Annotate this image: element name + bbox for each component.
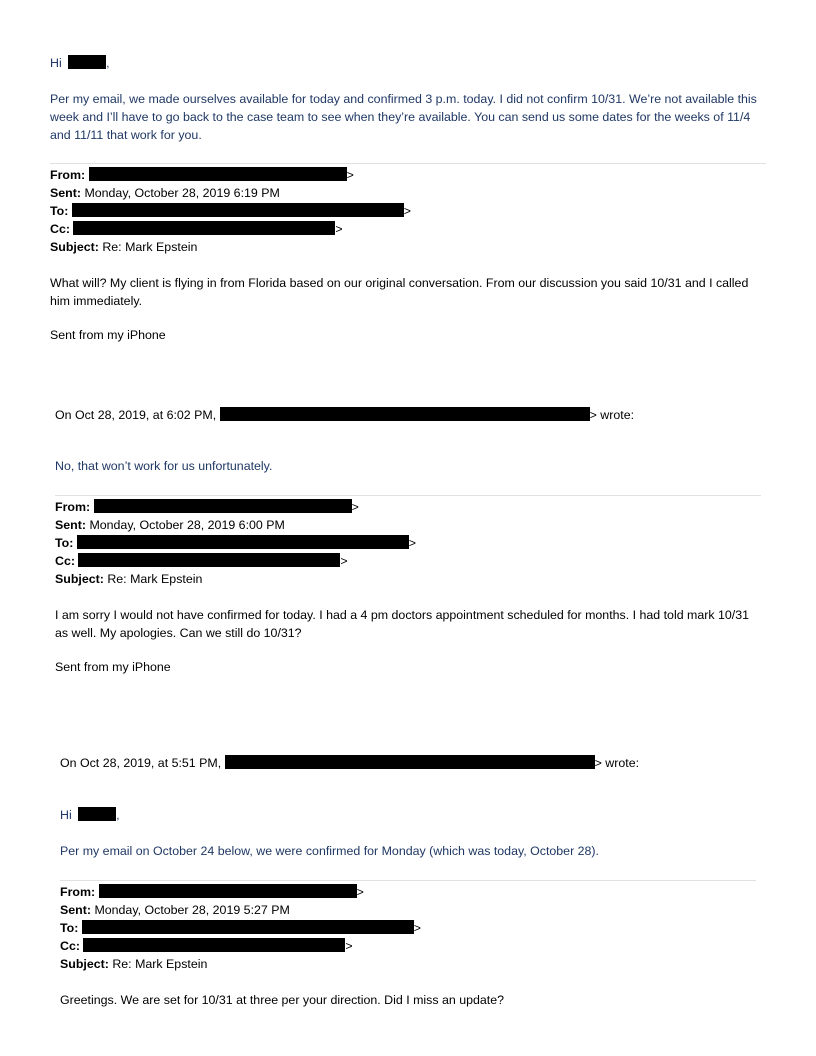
header-1-from: From: >: [50, 168, 354, 182]
redaction-sender-2: [225, 755, 595, 769]
redaction-to-2: [77, 535, 409, 549]
header-3-subject: Subject: Re: Mark Epstein: [60, 957, 208, 971]
message-2-body: I am sorry I would not have confirmed for today. I had a 4 pm doctors appointment scheduled for months. I had told mark 10/31 as well. My apologies. Can we still do 10/31?: [55, 608, 750, 640]
greeting-1-text: Hi: [50, 56, 62, 70]
header-1-subject: Subject: Re: Mark Epstein: [50, 240, 198, 254]
divider-1: [50, 163, 766, 164]
header-3-cc: Cc: >: [60, 939, 353, 953]
redaction-cc-1: [73, 221, 335, 235]
divider-2: [55, 495, 761, 496]
redaction-to-1: [72, 203, 404, 217]
greeting-2: Hi ,: [60, 808, 120, 822]
redaction-name-2: [78, 807, 116, 821]
message-3-body: Greetings. We are set for 10/31 at three per your direction. Did I miss an update?: [60, 993, 504, 1007]
quote-2-reply: Per my email on October 24 below, we were confirmed for Monday (which was today, October 28).: [60, 844, 599, 858]
redaction-cc-3: [83, 938, 345, 952]
header-2-from: From: >: [55, 500, 359, 514]
redaction-to-3: [82, 920, 414, 934]
quote-2-intro: On Oct 28, 2019, at 5:51 PM, > wrote:: [60, 756, 640, 770]
header-2-subject: Subject: Re: Mark Epstein: [55, 572, 203, 586]
header-1-cc: Cc: >: [50, 222, 343, 236]
header-3-to: To: >: [60, 921, 422, 935]
message-1-signature: Sent from my iPhone: [50, 328, 166, 342]
header-2-cc: Cc: >: [55, 554, 348, 568]
header-1-sent: Sent: Monday, October 28, 2019 6:19 PM: [50, 186, 280, 200]
redaction-name-1: [68, 55, 106, 69]
redaction-sender-1: [220, 407, 590, 421]
header-3-from: From: >: [60, 885, 364, 899]
header-3-sent: Sent: Monday, October 28, 2019 5:27 PM: [60, 903, 290, 917]
message-2-signature: Sent from my iPhone: [55, 660, 171, 674]
redaction-from-1: [89, 167, 347, 181]
redaction-cc-2: [78, 553, 340, 567]
quote-1-intro: On Oct 28, 2019, at 6:02 PM, > wrote:: [55, 408, 635, 422]
redaction-from-2: [94, 499, 352, 513]
greeting-1: [50, 54, 110, 72]
header-2-sent: Sent: Monday, October 28, 2019 6:00 PM: [55, 518, 285, 532]
message-1-body: What will? My client is flying in from Florida based on our original conversation. From our discussion you said 10/31 and I called him immediately.: [50, 276, 749, 308]
header-2-to: To: >: [55, 536, 417, 550]
divider-3: [60, 880, 756, 881]
reply-1-body: Per my email, we made ourselves available for today and confirmed 3 p.m. today. I did not confirm 10/31. We’re not available this week and I’ll have to go back to the case team to see when they’re available. You can send us some dates for the weeks of 11/4 and 11/11 that work for you.: [50, 92, 757, 142]
redaction-from-3: [99, 884, 357, 898]
quote-1-reply: No, that won’t work for us unfortunately.: [55, 459, 273, 473]
header-1-to: To: >: [50, 204, 412, 218]
greeting-1-tail: ,: [106, 56, 110, 70]
